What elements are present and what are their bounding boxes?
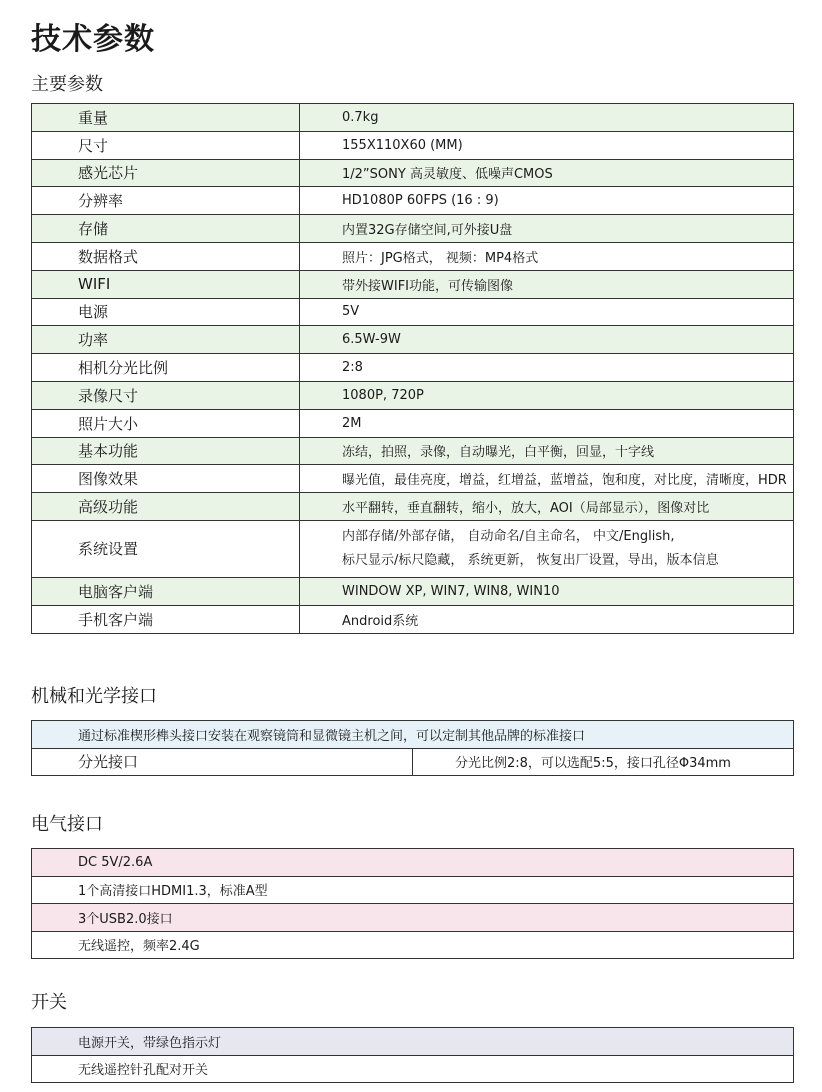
main-params-title: 主要参数 — [31, 74, 103, 95]
param-key: 手机客户端 — [32, 605, 300, 633]
param-value: Android系统 — [300, 605, 794, 633]
main-params-table — [31, 103, 794, 634]
param-value: 6.5W-9W — [300, 326, 794, 354]
param-key: 分辨率 — [32, 187, 300, 215]
param-value: 带外接WIFI功能，可传输图像 — [300, 270, 794, 298]
mechanical-interface-title: 机械和光学接口 — [31, 686, 157, 707]
param-value: 冻结，拍照，录像，自动曝光，白平衡，回显，十字线 — [300, 437, 794, 465]
param-key: WIFI — [32, 270, 300, 298]
switch-item: 无线遥控针孔配对开关 — [32, 1055, 794, 1083]
table-row — [32, 849, 794, 877]
table-row — [32, 131, 794, 159]
table-row — [32, 931, 794, 959]
table-row — [32, 748, 794, 776]
electrical-item: 无线遥控，频率2.4G — [32, 931, 794, 959]
param-value: 1080P, 720P — [300, 381, 794, 409]
param-key: 高级功能 — [32, 493, 300, 521]
param-value: HD1080P 60FPS (16 : 9) — [300, 187, 794, 215]
param-value: 照片：JPG格式， 视频：MP4格式 — [300, 242, 794, 270]
param-key: 录像尺寸 — [32, 381, 300, 409]
param-value: 2:8 — [300, 354, 794, 382]
electrical-item: 3个USB2.0接口 — [32, 904, 794, 932]
table-row — [32, 215, 794, 243]
electrical-interface-title: 电气接口 — [31, 814, 103, 835]
param-key: 电脑客户端 — [32, 577, 300, 605]
table-row — [32, 409, 794, 437]
table-row — [32, 270, 794, 298]
param-value: 水平翻转，垂直翻转，缩小，放大，AOI（局部显示），图像对比 — [300, 493, 794, 521]
table-row — [32, 577, 794, 605]
page-title: 技术参数 — [31, 22, 155, 57]
param-key: 感光芯片 — [32, 159, 300, 187]
param-value: 5V — [300, 298, 794, 326]
table-row — [32, 354, 794, 382]
table-row — [32, 187, 794, 215]
table-row — [32, 605, 794, 633]
param-key: 分光接口 — [32, 748, 413, 776]
table-row — [32, 1055, 794, 1083]
param-key: 照片大小 — [32, 409, 300, 437]
param-key: 存储 — [32, 215, 300, 243]
table-row — [32, 298, 794, 326]
param-key: 图像效果 — [32, 465, 300, 493]
table-row — [32, 437, 794, 465]
param-key: 电源 — [32, 298, 300, 326]
param-value: 内置32G存储空间,可外接U盘 — [300, 215, 794, 243]
param-value: WINDOW XP, WIN7, WIN8, WIN10 — [300, 577, 794, 605]
table-row — [32, 520, 794, 577]
table-row — [32, 904, 794, 932]
table-row — [32, 1028, 794, 1056]
param-key: 尺寸 — [32, 131, 300, 159]
interface-note: 通过标准楔形榫头接口安装在观察镜筒和显微镜主机之间，可以定制其他品牌的标准接口 — [32, 721, 794, 749]
mechanical-interface-table — [31, 720, 794, 776]
table-row — [32, 242, 794, 270]
param-key: 功率 — [32, 326, 300, 354]
param-key: 重量 — [32, 104, 300, 132]
table-row — [32, 465, 794, 493]
param-value: 2M — [300, 409, 794, 437]
switch-table — [31, 1027, 794, 1083]
param-value: 曝光值，最佳亮度，增益，红增益，蓝增益，饱和度，对比度，清晰度，HDR — [300, 465, 794, 493]
table-row — [32, 159, 794, 187]
switch-title: 开关 — [31, 992, 67, 1013]
electrical-item: DC 5V/2.6A — [32, 849, 794, 877]
electrical-interface-table — [31, 848, 794, 959]
param-value-line: 标尺显示/标尺隐藏， 系统更新， 恢复出厂设置，导出，版本信息 — [342, 552, 719, 568]
param-key: 相机分光比例 — [32, 354, 300, 382]
param-key: 数据格式 — [32, 242, 300, 270]
param-key: 基本功能 — [32, 437, 300, 465]
table-row — [32, 721, 794, 749]
electrical-item: 1个高清接口HDMI1.3，标准A型 — [32, 876, 794, 904]
table-row — [32, 104, 794, 132]
param-value: 0.7kg — [300, 104, 794, 132]
param-value — [300, 520, 794, 577]
table-row — [32, 326, 794, 354]
switch-item: 电源开关，带绿色指示灯 — [32, 1028, 794, 1056]
param-value: 155X110X60 (MM) — [300, 131, 794, 159]
param-key: 系统设置 — [32, 520, 300, 577]
param-value: 1/2”SONY 高灵敏度、低噪声CMOS — [300, 159, 794, 187]
table-row — [32, 876, 794, 904]
param-value-line: 内部存储/外部存储， 自动命名/自主命名， 中文/English, — [342, 528, 675, 544]
table-row — [32, 493, 794, 521]
param-value: 分光比例2:8，可以选配5:5，接口孔径Φ34mm — [413, 748, 794, 776]
table-row — [32, 381, 794, 409]
